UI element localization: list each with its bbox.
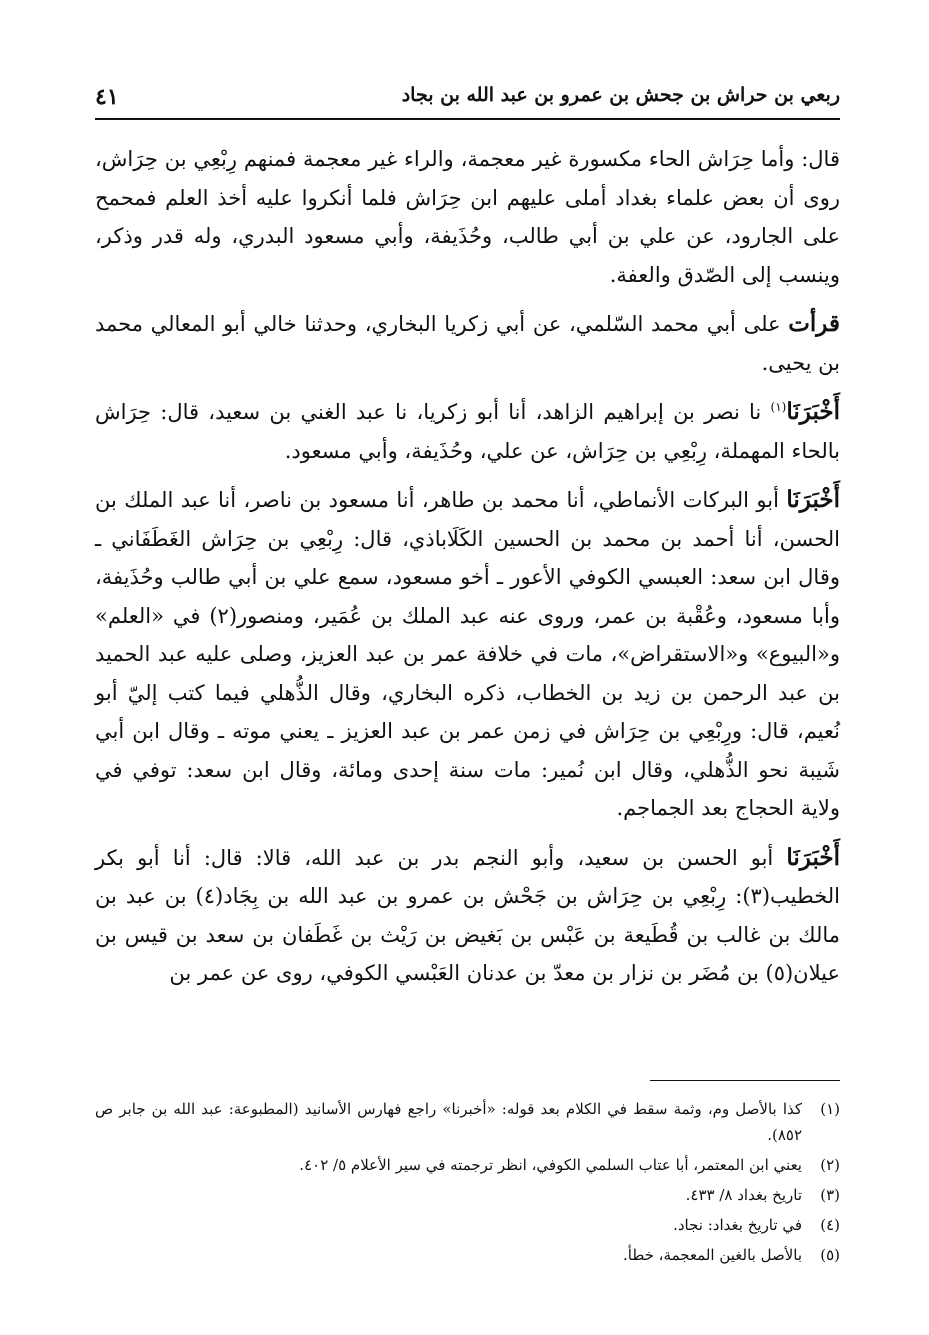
footnote-text: تاريخ بغداد ٨/ ٤٣٣. bbox=[685, 1186, 802, 1204]
paragraph-lead: أَخْبَرَنَا bbox=[786, 843, 840, 871]
footnote-number: (٥) bbox=[820, 1246, 840, 1264]
paragraph-text: قال: وأما حِرَاش الحاء مكسورة غير معجمة، والراء غير معجمة فمنهم رِبْعِي بن حِرَاش، روى أن بعض علماء بغداد أملى عليهم ابن حِرَاش فلما أنكروا عليه أخذ العلم فمحمح على الجارود، عن علي بن أبي طالب، وحُذَيفة، وأبي مسعود البدري، وله قدر وذكر، وينسب إلى الصّدق والعفة. bbox=[95, 147, 840, 287]
footnote-number: (٤) bbox=[820, 1216, 840, 1234]
footnotes bbox=[95, 1096, 840, 1272]
paragraph-text: أبو الحسن بن سعيد، وأبو النجم بدر بن عبد الله، قالا: قال: أنا أبو بكر الخطيب(٣): رِبْعِي بن حِرَاش بن جَحْش بن عمرو بن عبد الله بن بِجَاد(٤) بن عبد بن مالك بن غالب بن قُطَيعة بن عَبْس بن بَغيض بن رَيْث بن غَطَفان بن سعد بن قيس بن عيلان(٥) بن مُضَر بن نزار بن معدّ بن عدنان العَبْسي الكوفي، روى عن عمر بن bbox=[95, 845, 840, 985]
paragraph bbox=[95, 305, 840, 382]
running-title: ربعي بن حراش بن جحش بن عمرو بن عبد الله بن بجاد bbox=[401, 84, 840, 106]
paragraph-lead: قرأت bbox=[788, 310, 840, 337]
footnote-ref: (١) bbox=[770, 400, 787, 414]
footnote-text: في تاريخ بغداد: نجاد. bbox=[673, 1216, 802, 1234]
paragraph-text: أبو البركات الأنماطي، أنا محمد بن طاهر، أنا مسعود بن ناصر، أنا عبد الملك بن الحسن، أنا أحمد بن محمد بن الحسين الكَلَاباذي، قال: رِبْعِي بن حِرَاش الغَطَفَاني ـ وقال ابن سعد: العبسي الكوفي الأعور ـ أخو مسعود، سمع علي بن أبي طالب وحُذَيفة، وأبا مسعود، وعُقْبة بن عمر، وروى عنه عبد الملك بن عُمَير، ومنصور(٢) في «العلم» و«البيوع» و«الاستقراض»، مات في خلافة عمر بن عبد العزيز، وصلى عليه عبد الحميد بن عبد الرحمن بن زيد بن الخطاب، ذكره البخاري، وقال الذُّهلي فيما كتب إليّ أبو نُعيم، قال: ورِبْعِي بن حِرَاش في زمن عمر بن عبد العزيز ـ يعني موته ـ وقال ابن أبي شَيبة نحو الذُّهلي، وقال ابن نُمير: مات سنة إحدى ومائة، وقال ابن سعد: توفي في ولاية الحجاج بعد الجماجم. bbox=[95, 488, 841, 820]
paragraph bbox=[95, 393, 840, 470]
paragraph-lead: أَخْبَرَنَا bbox=[786, 398, 840, 425]
paragraph bbox=[95, 481, 840, 828]
footnote-text: كذا بالأصل وم، وثمة سقط في الكلام بعد قوله: «أخبرنا» راجع فهارس الأسانيد (المطبوعة: عبد الله بن جابر ص ٨٥٢). bbox=[95, 1100, 802, 1144]
main-text bbox=[95, 140, 840, 1004]
footnote-text: بالأصل بالغين المعجمة، خطأ. bbox=[623, 1246, 802, 1264]
paragraph bbox=[95, 839, 840, 993]
footnote bbox=[95, 1152, 840, 1178]
footnote bbox=[95, 1242, 840, 1268]
footnote-number: (٣) bbox=[820, 1186, 840, 1204]
paragraph-text: على أبي محمد السّلمي، عن أبي زكريا البخاري، وحدثنا خالي أبو المعالي محمد بن يحيى. bbox=[95, 312, 840, 375]
footnote-text: يعني ابن المعتمر، أبا عتاب السلمي الكوفي، انظر ترجمته في سير الأعلام ٥/ ٤٠٢. bbox=[299, 1156, 802, 1174]
footnote bbox=[95, 1212, 840, 1238]
footnote bbox=[95, 1182, 840, 1208]
page-number: ٤١ bbox=[95, 84, 119, 110]
footnote bbox=[95, 1096, 840, 1148]
paragraph-lead: أَخْبَرَنَا bbox=[786, 486, 840, 513]
footnote-number: (١) bbox=[820, 1100, 840, 1118]
footnote-separator bbox=[650, 1080, 840, 1081]
paragraph-text: نا نصر بن إبراهيم الزاهد، أنا أبو زكريا، نا عبد الغني بن سعيد، قال: حِرَاش بالحاء المهملة، رِبْعِي بن حِرَاش، عن علي، وحُذَيفة، وأبي مسعود. bbox=[95, 400, 840, 463]
paragraph bbox=[95, 140, 840, 294]
page-header bbox=[95, 78, 840, 120]
footnote-number: (٢) bbox=[820, 1156, 840, 1174]
